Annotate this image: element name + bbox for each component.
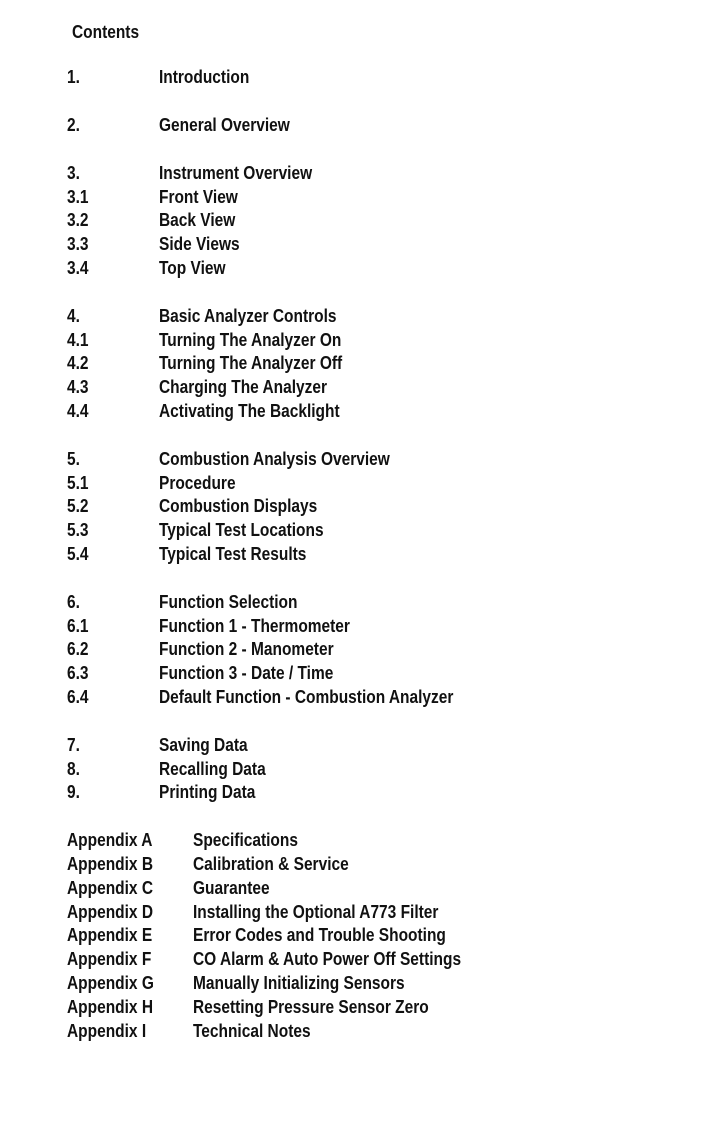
toc-label: Activating The Backlight [159, 401, 340, 421]
appendix-label: Guarantee [193, 878, 270, 898]
appendix-label: Installing the Optional A773 Filter [193, 902, 439, 922]
toc-entry [0, 113, 728, 137]
appendix-id: Appendix H [67, 997, 154, 1017]
toc-number: 3.2 [67, 210, 89, 230]
toc-entry [0, 232, 728, 256]
toc-number: 6.1 [67, 616, 89, 636]
toc-entry [0, 494, 728, 518]
toc-number: 4.1 [67, 330, 89, 350]
appendix-label: Error Codes and Trouble Shooting [193, 925, 446, 945]
toc-label: Function 2 - Manometer [159, 639, 334, 659]
toc-number: 5.1 [67, 473, 89, 493]
appendix-id: Appendix C [67, 878, 154, 898]
appendix-label: Technical Notes [193, 1021, 311, 1041]
toc-number: 5.4 [67, 544, 89, 564]
toc-label: Typical Test Results [159, 544, 307, 564]
toc-entry [0, 780, 728, 804]
toc-number: 3. [67, 163, 80, 183]
appendix-label: Specifications [193, 830, 298, 850]
toc-label: Procedure [159, 473, 236, 493]
toc-entry [0, 304, 728, 328]
toc-label: Turning The Analyzer Off [159, 353, 343, 373]
appendix-id: Appendix F [67, 949, 152, 969]
toc-entry [0, 757, 728, 781]
toc-number: 9. [67, 782, 80, 802]
toc-label: Recalling Data [159, 759, 266, 779]
toc-entry [0, 328, 728, 352]
toc-label: Combustion Analysis Overview [159, 449, 390, 469]
toc-label: Function Selection [159, 592, 298, 612]
appendix-entry [0, 971, 728, 995]
appendix-id: Appendix A [67, 830, 153, 850]
toc-entry [0, 256, 728, 280]
appendix-entry [0, 947, 728, 971]
toc-label: Function 3 - Date / Time [159, 663, 334, 683]
toc-label: Back View [159, 210, 236, 230]
toc-number: 5.2 [67, 496, 89, 516]
appendix-id: Appendix B [67, 854, 154, 874]
toc-entry [0, 471, 728, 495]
toc-entry [0, 590, 728, 614]
appendix-entry [0, 900, 728, 924]
toc-number: 3.4 [67, 258, 89, 278]
appendix-entry [0, 923, 728, 947]
toc-entry [0, 65, 728, 89]
appendix-id: Appendix E [67, 925, 153, 945]
appendix-entry [0, 995, 728, 1019]
appendix-entry [0, 828, 728, 852]
toc-number: 6.3 [67, 663, 89, 683]
toc-entry [0, 733, 728, 757]
appendix-label: Manually Initializing Sensors [193, 973, 405, 993]
toc-entry [0, 614, 728, 638]
appendix-id: Appendix D [67, 902, 154, 922]
appendix-label: Calibration & Service [193, 854, 349, 874]
contents-title: Contents [72, 22, 140, 42]
toc-number: 8. [67, 759, 80, 779]
toc-label: Printing Data [159, 782, 256, 802]
toc-label: Function 1 - Thermometer [159, 616, 350, 636]
toc-number: 4. [67, 306, 80, 326]
toc-label: Turning The Analyzer On [159, 330, 342, 350]
toc-entry [0, 637, 728, 661]
toc-label: Charging The Analyzer [159, 377, 328, 397]
toc-entry [0, 399, 728, 423]
toc-number: 2. [67, 115, 80, 135]
toc-number: 6.4 [67, 687, 89, 707]
toc-label: General Overview [159, 115, 290, 135]
toc-number: 1. [67, 67, 80, 87]
appendix-label: CO Alarm & Auto Power Off Settings [193, 949, 462, 969]
toc-entry [0, 518, 728, 542]
appendix-entry [0, 852, 728, 876]
toc-number: 7. [67, 735, 80, 755]
toc-label: Top View [159, 258, 226, 278]
toc-label: Front View [159, 187, 238, 207]
appendix-entry [0, 876, 728, 900]
toc-label: Introduction [159, 67, 250, 87]
toc-number: 4.2 [67, 353, 89, 373]
toc-label: Basic Analyzer Controls [159, 306, 337, 326]
appendix-label: Resetting Pressure Sensor Zero [193, 997, 429, 1017]
toc-label: Default Function - Combustion Analyzer [159, 687, 454, 707]
appendix-id: Appendix I [67, 1021, 147, 1041]
toc-entry [0, 447, 728, 471]
toc-entry [0, 208, 728, 232]
toc-entry [0, 351, 728, 375]
toc-entry [0, 542, 728, 566]
toc-entry [0, 685, 728, 709]
toc-label: Typical Test Locations [159, 520, 324, 540]
toc-entry [0, 375, 728, 399]
toc-entry [0, 161, 728, 185]
toc-number: 5.3 [67, 520, 89, 540]
toc-label: Side Views [159, 234, 240, 254]
toc-number: 4.4 [67, 401, 89, 421]
appendix-id: Appendix G [67, 973, 154, 993]
toc-number: 4.3 [67, 377, 89, 397]
toc-number: 3.3 [67, 234, 89, 254]
appendix-entry [0, 1019, 728, 1043]
toc-label: Saving Data [159, 735, 248, 755]
toc-number: 5. [67, 449, 80, 469]
toc-number: 6.2 [67, 639, 89, 659]
toc-entry [0, 661, 728, 685]
toc-entry [0, 185, 728, 209]
toc-label: Instrument Overview [159, 163, 313, 183]
toc-number: 6. [67, 592, 80, 612]
toc-label: Combustion Displays [159, 496, 318, 516]
toc-number: 3.1 [67, 187, 89, 207]
